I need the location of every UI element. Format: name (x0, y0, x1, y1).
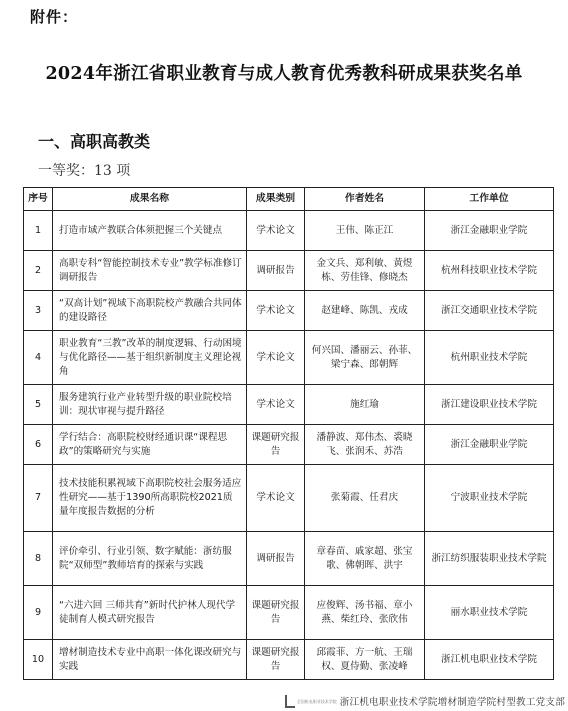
row-organization: 宁波职业技术学院 (425, 465, 554, 532)
award-table (23, 187, 554, 680)
row-organization: 杭州职业技术学院 (425, 331, 554, 385)
table-row (24, 586, 554, 640)
footer-small-text: 全国机电职业技术学院 (296, 698, 337, 704)
row-authors: 潘静波、郑伟杰、裘晓飞、张润禾、苏浩 (305, 425, 425, 465)
row-authors: 施红瑜 (305, 385, 425, 425)
row-index: 8 (24, 532, 53, 586)
row-title: “六进六回 三师共育”新时代护林人现代学徒制育人模式研究报告 (53, 586, 247, 640)
row-index: 5 (24, 385, 53, 425)
row-category: 学术论文 (247, 291, 305, 331)
col-header-organization: 工作单位 (425, 188, 554, 211)
row-authors: 王伟、陈正江 (305, 211, 425, 251)
row-organization: 浙江机电职业技术学院 (425, 640, 554, 680)
page-title: 2024年浙江省职业教育与成人教育优秀教科研成果获奖名单 (45, 64, 523, 84)
row-index: 7 (24, 465, 53, 532)
row-category: 调研报告 (247, 532, 305, 586)
footer-text: 浙江机电职业技术学院增材制造学院村型教工党支部 (339, 697, 565, 708)
table-row (24, 385, 554, 425)
row-title: 增材制造技术专业中高职一体化课改研究与实践 (53, 640, 247, 680)
row-category: 学术论文 (247, 331, 305, 385)
row-index: 3 (24, 291, 53, 331)
table-row (24, 640, 554, 680)
row-title: 高职专科“智能控制技术专业”教学标准修订调研报告 (53, 251, 247, 291)
col-header-index: 序号 (24, 188, 53, 211)
row-organization: 丽水职业技术学院 (425, 586, 554, 640)
prize-level: 一等奖：13 项 (38, 163, 131, 179)
table-row (24, 251, 554, 291)
table-row (24, 291, 554, 331)
row-authors: 章春苗、戚家超、张宝歌、佛朝晖、洪宇 (305, 532, 425, 586)
row-title: 打造市域产教联合体须把握三个关键点 (53, 211, 247, 251)
row-organization: 浙江建设职业技术学院 (425, 385, 554, 425)
row-title: 技术技能积累视域下高职院校社会服务适应性研究——基于1390所高职院校2021质量年度报告数据的分析 (53, 465, 247, 532)
row-authors: 张菊霞、任君庆 (305, 465, 425, 532)
row-index: 4 (24, 331, 53, 385)
row-category: 学术论文 (247, 385, 305, 425)
row-authors: 金文兵、郑利敏、黄煜栋、劳佳锋、修晓杰 (305, 251, 425, 291)
row-index: 6 (24, 425, 53, 465)
row-organization: 杭州科技职业技术学院 (425, 251, 554, 291)
table-row (24, 465, 554, 532)
row-organization: 浙江纺织服装职业技术学院 (425, 532, 554, 586)
table-row (24, 331, 554, 385)
row-title: 职业教育“三教”改革的制度逻辑、行动困境与优化路径——基于组织新制度主义理论视角 (53, 331, 247, 385)
row-category: 课题研究报告 (247, 425, 305, 465)
row-authors: 应俊辉、汤书福、章小燕、柴红玲、张欣伟 (305, 586, 425, 640)
watermark-footer (285, 692, 565, 710)
section-heading: 一、高职高教类 (38, 132, 151, 151)
table-header-row (24, 188, 554, 211)
table-row (24, 211, 554, 251)
row-authors: 赵建峰、陈凯、戎成 (305, 291, 425, 331)
row-organization: 浙江金融职业学院 (425, 211, 554, 251)
row-category: 学术论文 (247, 465, 305, 532)
row-title: 学行结合：高职院校财经通识课“课程思政”的策略研究与实施 (53, 425, 247, 465)
row-category: 学术论文 (247, 211, 305, 251)
col-header-category: 成果类别 (247, 188, 305, 211)
row-index: 10 (24, 640, 53, 680)
row-index: 2 (24, 251, 53, 291)
table-row (24, 425, 554, 465)
attachment-label: 附件： (30, 8, 79, 26)
row-category: 课题研究报告 (247, 640, 305, 680)
logo-icon (285, 695, 295, 708)
row-index: 1 (24, 211, 53, 251)
row-index: 9 (24, 586, 53, 640)
row-title: 评价牵引、行业引领、数字赋能：浙纺服院“双师型”教师培育的探索与实践 (53, 532, 247, 586)
table-row (24, 532, 554, 586)
row-title: 服务建筑行业产业转型升级的职业院校培训：现状审视与提升路径 (53, 385, 247, 425)
row-organization: 浙江交通职业技术学院 (425, 291, 554, 331)
col-header-authors: 作者姓名 (305, 188, 425, 211)
col-header-title: 成果名称 (53, 188, 247, 211)
row-authors: 邱霞菲、方一航、王瑞权、夏侍勤、张凌峰 (305, 640, 425, 680)
row-title: “双高计划”视域下高职院校产教融合共同体的建设路径 (53, 291, 247, 331)
row-category: 调研报告 (247, 251, 305, 291)
row-authors: 何兴国、潘丽云、孙菲、梁宁森、郎朝辉 (305, 331, 425, 385)
row-category: 课题研究报告 (247, 586, 305, 640)
row-organization: 浙江金融职业学院 (425, 425, 554, 465)
